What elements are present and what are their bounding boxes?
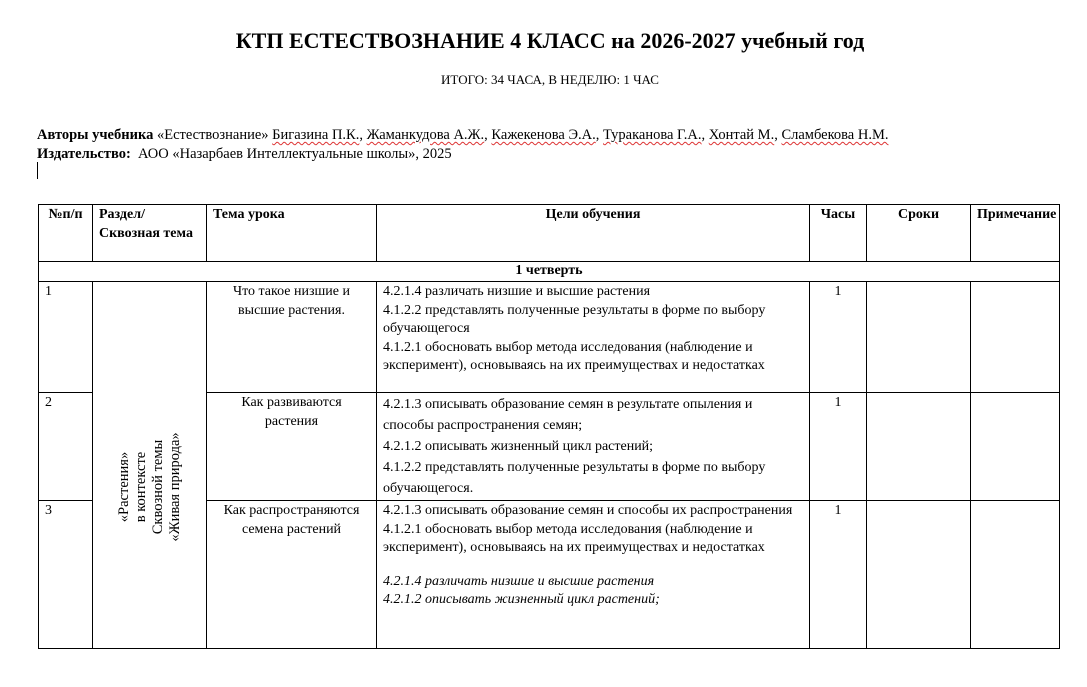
header-goals: Цели обучения	[377, 205, 810, 262]
author-name: Сламбекова Н.М.	[781, 127, 889, 143]
author-name: Кажекенова Э.А.	[491, 127, 596, 143]
author-name: Тураканова Г.А.	[603, 127, 702, 143]
row-num: 3	[39, 501, 93, 649]
row-dates	[867, 282, 971, 393]
publisher-line	[37, 146, 452, 163]
textbook-name: «Естествознание»	[156, 127, 269, 143]
authors-line: Авторы учебника «Естествознание» Бигазина П.К., Жаманкудова А.Ж., Кажекенова Э.А., Тураканова Г.А., Хонтай М., Сламбекова Н.М.	[37, 127, 889, 143]
quarter-row	[39, 262, 1060, 282]
row-notes	[971, 501, 1060, 649]
goal-spacer	[383, 558, 803, 573]
goal-item: 4.2.1.4 различать низшие и высшие растения	[383, 284, 651, 299]
goal-item: 4.1.2.1 обосновать выбор метода исследования (наблюдение и эксперимент), основываясь на их преимуществах и недостатках	[383, 521, 765, 555]
ktp-table	[38, 204, 1060, 649]
row-hours: 1	[810, 282, 867, 393]
section-cell	[93, 282, 207, 649]
row-notes	[971, 393, 1060, 501]
row-topic: Как развиваются растения	[207, 393, 377, 501]
publisher-label: Издательство:	[37, 146, 131, 162]
authors-label: Авторы учебника	[37, 127, 154, 143]
goal-item: 4.1.2.1 обосновать выбор метода исследования (наблюдение и эксперимент), основываясь на их преимуществах и недостатках	[383, 339, 765, 373]
goal-item: 4.1.2.2 представлять полученные результаты в форме по выбору обучающегося.	[383, 460, 766, 496]
table-header-row	[39, 205, 1060, 262]
row-goals	[377, 393, 810, 501]
row-topic: Как распространяются семена растений	[207, 501, 377, 649]
text-cursor	[37, 162, 38, 179]
goal-item-italic: 4.2.1.4 различать низшие и высшие растения	[383, 573, 655, 589]
author-name: Жаманкудова А.Ж.	[366, 127, 485, 143]
row-goals	[377, 501, 810, 649]
goal-item: 4.2.1.2 описывать жизненный цикл растений;	[383, 439, 654, 454]
goal-item-italic: 4.2.1.2 описывать жизненный цикл растений;	[383, 592, 660, 607]
header-notes: Примечание	[971, 205, 1060, 262]
row-notes	[971, 282, 1060, 393]
row-dates	[867, 393, 971, 501]
document-title: КТП ЕСТЕСТВОЗНАНИЕ 4 КЛАСС на 2026-2027 учебный год	[235, 28, 865, 53]
author-name: Хонтай М.	[708, 127, 775, 143]
author-name: Бигазина П.К.	[272, 127, 360, 143]
document-subtitle: ИТОГО: 34 ЧАСА, В НЕДЕЛЮ: 1 ЧАС	[441, 72, 659, 87]
row-num: 2	[39, 393, 93, 501]
header-dates: Сроки	[867, 205, 971, 262]
row-hours: 1	[810, 501, 867, 649]
goal-item: 4.2.1.3 описывать образование семян и способы их распространения	[383, 503, 793, 518]
header-topic: Тема урока	[207, 205, 377, 262]
goal-item: 4.2.1.3 описывать образование семян в результате опыления и способы распространения семян;	[383, 397, 753, 433]
table-row	[39, 282, 1060, 393]
row-topic: Что такое низшие и высшие растения.	[207, 282, 377, 393]
goal-item: 4.1.2.2 представлять полученные результаты в форме по выбору обучающегося	[383, 302, 766, 336]
section-rotated-text: «Растения» в контексте Сквозной темы «Живая природа»	[115, 432, 183, 542]
row-hours: 1	[810, 393, 867, 501]
row-dates	[867, 501, 971, 649]
header-num: №п/п	[39, 205, 93, 262]
header-section: Раздел/ Сквозная тема	[93, 205, 207, 262]
quarter-label: 1 четверть	[39, 262, 1060, 282]
publisher-value: АОО «Назарбаев Интеллектуальные школы», 2025	[138, 146, 452, 162]
header-hours: Часы	[810, 205, 867, 262]
row-num: 1	[39, 282, 93, 393]
row-goals	[377, 282, 810, 393]
